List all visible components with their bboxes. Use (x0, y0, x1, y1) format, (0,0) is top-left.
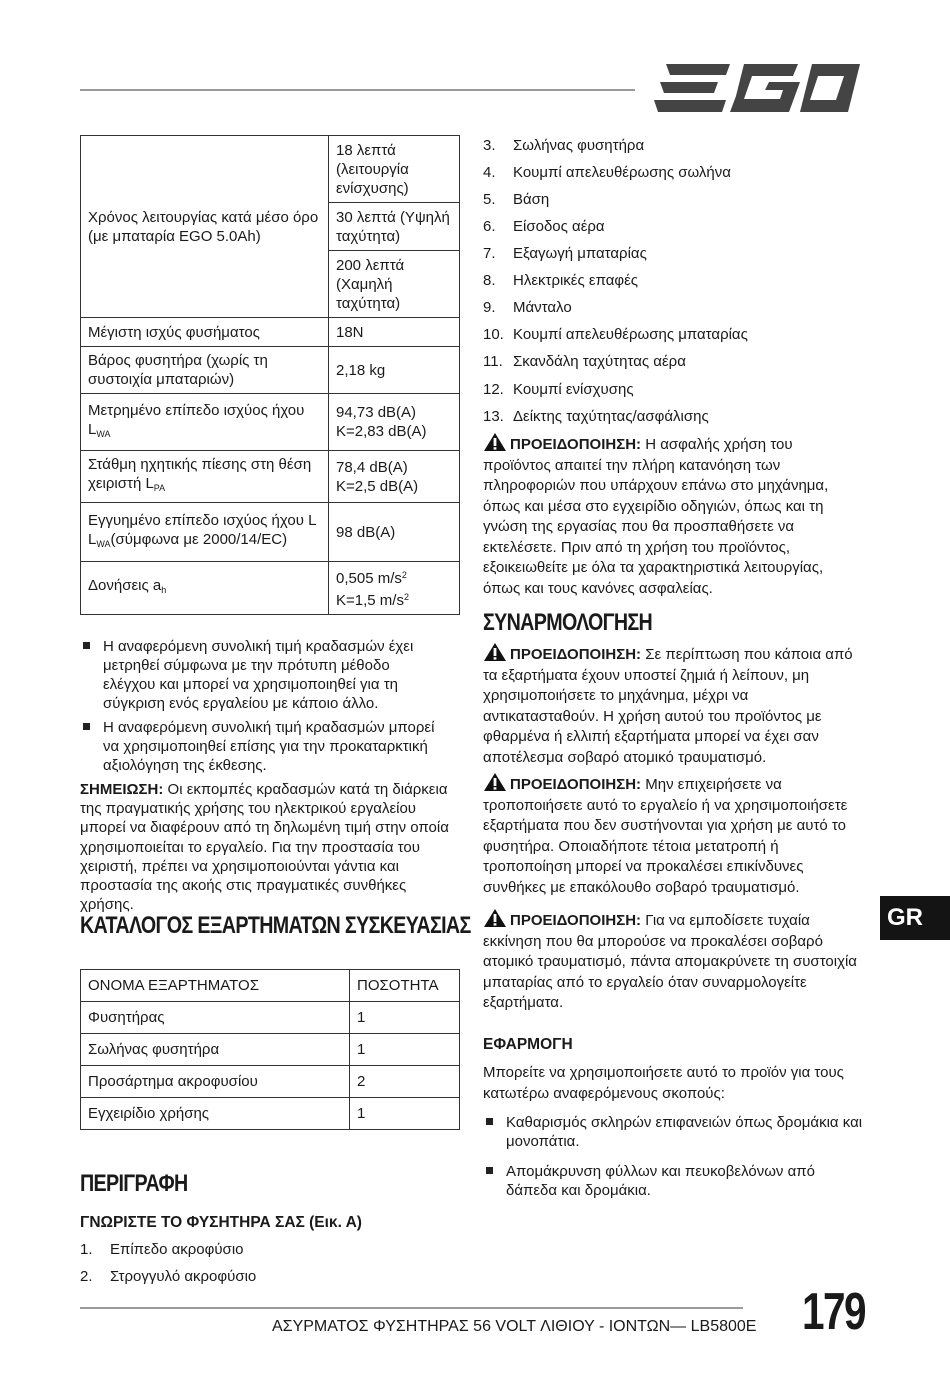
weight-value: 2,18 kg (329, 347, 460, 394)
runtime-high-value: 30 λεπτά (Υψηλή ταχύτητα) (329, 203, 460, 251)
header-rule (80, 89, 635, 91)
warning-triangle-icon (483, 908, 507, 928)
weight-label: Βάρος φυσητήρα (χωρίς τη συστοιχία μπαταριών) (81, 347, 329, 394)
sound-power-value: 94,73 dB(A) K=2,83 dB(A) (329, 394, 460, 451)
list-item: 8. Ηλεκτρικές επαφές (483, 272, 639, 289)
table-row (81, 1002, 460, 1034)
footer-rule (80, 1307, 743, 1309)
list-item: 11. Σκανδάλη ταχύτητας αέρα (483, 353, 686, 370)
guaranteed-sound-label: Εγγυημένο επίπεδο ισχύος ήχου L $L_{WA}(\sigma ύ\mu\varphi\omega\nu\alpha$ με 2000/14/EC) (81, 503, 329, 562)
application-heading: ΕΦΑΡΜΟΓΗ (483, 1036, 573, 1053)
part-qty: 1 (350, 1034, 460, 1066)
page-number: 179 (802, 1283, 865, 1341)
part-name: Σωλήνας φυσητήρα (81, 1034, 350, 1066)
ego-logo (652, 62, 862, 114)
bullet-square (83, 642, 90, 649)
list-item: 4. Κουμπί απελευθέρωσης σωλήνα (483, 164, 731, 181)
sound-power-label: Μετρημένο επίπεδο ισχύος ήχου $L_{WA}$ (81, 394, 329, 451)
list-item: 3. Σωλήνας φυσητήρα (483, 137, 645, 154)
force-label: Μέγιστη ισχύς φυσήματος (81, 318, 329, 347)
bullet-square (486, 1167, 493, 1174)
warning-paragraph: ΠΡΟΕΙΔΟΠΟΙΗΣΗ: Σε περίπτωση που κάποια από τα εξαρτήματα έχουν υποστεί ζημιά ή λείπουν, μη χρησιμοποιήσετε το μηχάνημα, μέχρι να αντικατασταθούν. Η χρήση αυτού του προϊόντος με φθαρμένα ή ελλιπή εξαρτήματα μπορεί να έχει σαν αποτέλεσμα σοβαρό ατομικό τραυματισμό. (483, 642, 863, 768)
part-name: Προσάρτημα ακροφυσίου (81, 1066, 350, 1098)
sound-pressure-value: 78,4 dB(A) K=2,5 dB(A) (329, 451, 460, 503)
force-value: 18N (329, 318, 460, 347)
bullet-square (83, 723, 90, 730)
sound-pressure-label: Στάθμη ηχητικής πίεσης στη θέση χειριστή $L_{PA}$ (81, 451, 329, 503)
part-qty: 1 (350, 1098, 460, 1130)
warning-paragraph: ΠΡΟΕΙΔΟΠΟΙΗΣΗ: Η ασφαλής χρήση του προϊόντος απαιτεί την πλήρη κατανόηση των πληροφοριών που υπάρχουν επάνω στο μηχάνημα, όπως και μέσα στο εγχειρίδιο οδηγιών, όπως και τη γνώση της εργασίας που θα προσπαθήσετε να εκτελέσετε. Πριν από τη χρήση του προϊόντος, εξοικειωθείτε με όλα τα χαρακτηριστικά λειτουργίας, όπως και τους κανόνες ασφαλείας. (483, 432, 863, 599)
vibration-label: Δονήσεις $a_h$ (81, 562, 329, 615)
assembly-heading: ΣΥΝΑΡΜΟΛΟΓΗΣΗ (483, 609, 653, 636)
part-qty: 2 (350, 1066, 460, 1098)
runtime-label: Χρόνος λειτουργίας κατά μέσο όρο (με μπαταρία EGO 5.0Ah) (81, 136, 329, 318)
packing-list-heading: ΚΑΤΑΛΟΓΟΣ ΕΞΑΡΤΗΜΑΤΩΝ ΣΥΣΚΕΥΑΣΙΑΣ (80, 912, 471, 939)
part-name: Εγχειρίδιο χρήσης (81, 1098, 350, 1130)
table-row (81, 1066, 460, 1098)
list-item: 5. Βάση (483, 191, 550, 208)
warning-paragraph: ΠΡΟΕΙΔΟΠΟΙΗΣΗ: Για να εμποδίσετε τυχαία εκκίνηση που θα μπορούσε να προκαλέσει σοβαρό ατομικό τραυματισμό, πάντα απομακρύνετε τη συστοιχία μπαταρίας από το εργαλείο όταν συναρμολογείτε εξαρτήματα. (483, 908, 863, 1014)
warning-triangle-icon (483, 642, 507, 662)
list-item: 6. Είσοδος αέρα (483, 218, 605, 235)
language-tab: GR (880, 896, 950, 940)
footer-title: ΑΣΥΡΜΑΤΟΣ ΦΥΣΗΤΗΡΑΣ 56 VOLT ΛΙΘΙΟΥ - ΙΟΝΤΩΝ— LB5800E (272, 1318, 757, 1335)
parts-table (80, 969, 460, 1130)
guaranteed-sound-value: 98 dB(A) (329, 503, 460, 562)
runtime-boost-value: 18 λεπτά (λειτουργία ενίσχυσης) (329, 136, 460, 203)
know-your-blower-heading: ΓΝΩΡΙΣΤΕ ΤΟ ΦΥΣΗΤΗΡΑ ΣΑΣ (Εικ. Α) (80, 1214, 362, 1231)
list-item: 7. Εξαγωγή μπαταρίας (483, 245, 647, 262)
warning-paragraph: ΠΡΟΕΙΔΟΠΟΙΗΣΗ: Μην επιχειρήσετε να τροποποιήσετε αυτό το εργαλείο ή να χρησιμοποιήσετε εξαρτήματα που δεν συστήνονται για χρήση με αυτό το φυσητήρα. Οποιαδήποτε τέτοια μετατροπή ή τροποποίηση μπορεί να προκαλέσει επικίνδυνες συνθήκες με επακόλουθο σοβαρό τραυματισμό. (483, 772, 863, 898)
list-item: 9. Μάνταλο (483, 299, 572, 316)
list-item: 1. Επίπεδο ακροφύσιο (80, 1241, 244, 1258)
part-qty: 1 (350, 1002, 460, 1034)
table-row (81, 1034, 460, 1066)
specifications-table (80, 135, 460, 615)
list-item: 2. Στρογγυλό ακροφύσιο (80, 1268, 257, 1285)
list-item: 10. Κουμπί απελευθέρωσης μπαταρίας (483, 326, 748, 343)
column-header-qty: ΠΟΣΟΤΗΤΑ (350, 970, 460, 1002)
runtime-low-value: 200 λεπτά (Χαμηλή ταχύτητα) (329, 251, 460, 318)
warning-triangle-icon (483, 772, 507, 792)
list-item: 13. Δείκτης ταχύτητας/ασφάλισης (483, 408, 709, 425)
warning-triangle-icon (483, 432, 507, 452)
column-header-name: ΟΝΟΜΑ ΕΞΑΡΤΗΜΑΤΟΣ (81, 970, 350, 1002)
table-row (81, 1098, 460, 1130)
list-item: 12. Κουμπί ενίσχυσης (483, 381, 634, 398)
description-heading: ΠΕΡΙΓΡΑΦΗ (80, 1170, 188, 1197)
part-name: Φυσητήρας (81, 1002, 350, 1034)
bullet-square (486, 1118, 493, 1125)
vibration-value: 0,505 $m/s^2$ K=1,5 $m/s^2$ (329, 562, 460, 615)
application-text: Μπορείτε να χρησιμοποιήσετε αυτό το προϊόν για τους κατωτέρω αναφερόμενους σκοπούς: (483, 1064, 844, 1102)
table-row (81, 970, 460, 1002)
note-paragraph: ΣΗΜΕΙΩΣΗ: Οι εκπομπές κραδασμών κατά τη διάρκεια της πραγματικής χρήσης του ηλεκτρικού εργαλείου μπορεί να διαφέρουν από τη δηλωμένη τιμή στην οποία χρησιμοποιείται το εργαλείο. Για την προστασία του χειριστή, πρέπει να χρησιμοποιούνται γάντια και προστασία της ακοής στις πραγματικές συνθήκες χρήσης. (80, 781, 449, 914)
